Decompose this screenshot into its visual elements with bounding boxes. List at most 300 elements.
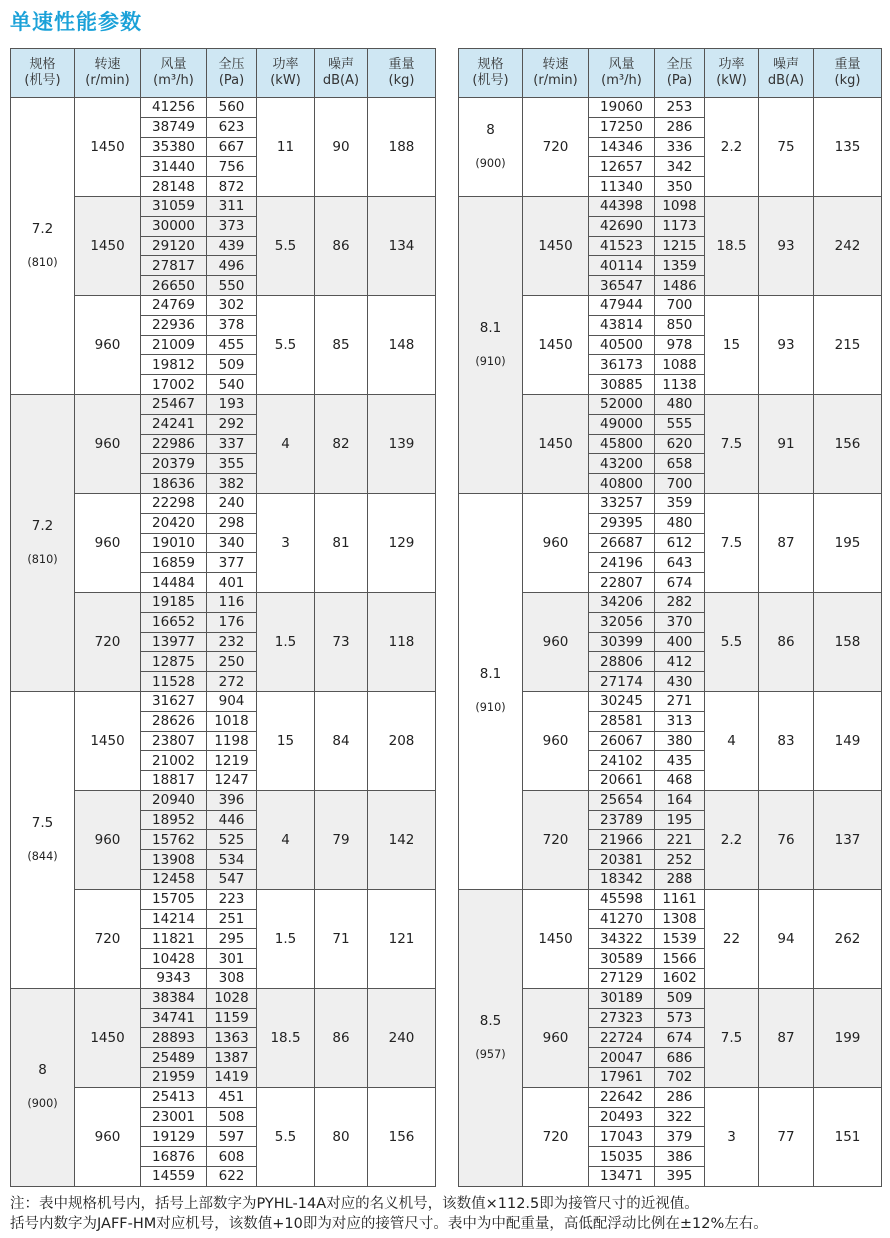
header-noise: 噪声 dB(A) [315,49,368,98]
airflow-cell: 19010 [141,533,207,553]
model-cell [459,889,523,1186]
pressure-cell: 298 [207,513,257,533]
speed-cell: 1450 [75,98,141,197]
table-row [11,889,436,909]
noise-cell: 81 [315,493,368,592]
pressure-cell: 395 [655,1167,705,1187]
noise-cell: 75 [759,98,814,197]
model-sub: (810) [27,552,58,566]
pressure-cell: 872 [207,177,257,197]
pressure-cell: 377 [207,553,257,573]
airflow-cell: 20661 [589,771,655,791]
airflow-cell: 25467 [141,394,207,414]
pressure-cell: 1566 [655,949,705,969]
pressure-cell: 412 [655,652,705,672]
airflow-cell: 26687 [589,533,655,553]
pressure-cell: 251 [207,909,257,929]
speed-cell: 720 [75,592,141,691]
airflow-cell: 17002 [141,375,207,395]
pressure-cell: 622 [207,1167,257,1187]
pressure-cell: 446 [207,810,257,830]
pressure-cell: 350 [655,177,705,197]
weight-cell: 137 [814,790,882,889]
airflow-cell: 41270 [589,909,655,929]
speed-cell: 960 [75,1087,141,1186]
pressure-cell: 547 [207,870,257,890]
weight-cell: 118 [368,592,436,691]
airflow-cell: 16652 [141,612,207,632]
pressure-cell: 508 [207,1107,257,1127]
airflow-cell: 12458 [141,870,207,890]
model-number: 7.2 [31,220,54,237]
power-cell: 22 [705,889,759,988]
airflow-cell: 23001 [141,1107,207,1127]
power-cell: 4 [257,394,315,493]
noise-cell: 77 [759,1087,814,1186]
airflow-cell: 20047 [589,1048,655,1068]
power-cell: 5.5 [257,295,315,394]
noise-cell: 83 [759,691,814,790]
pressure-cell: 525 [207,830,257,850]
table-row [459,988,882,1008]
power-cell: 1.5 [257,592,315,691]
airflow-cell: 24241 [141,414,207,434]
pressure-cell: 386 [655,1147,705,1167]
pressure-cell: 1161 [655,889,705,909]
airflow-cell: 22724 [589,1028,655,1048]
model-cell [11,394,75,691]
table-row [11,790,436,810]
airflow-cell: 15705 [141,889,207,909]
table-row [11,493,436,513]
pressure-cell: 176 [207,612,257,632]
pressure-cell: 608 [207,1147,257,1167]
airflow-cell: 26650 [141,276,207,296]
noise-cell: 93 [759,196,814,295]
airflow-cell: 13908 [141,850,207,870]
airflow-cell: 14346 [589,137,655,157]
pressure-cell: 534 [207,850,257,870]
pressure-cell: 373 [207,216,257,236]
noise-cell: 94 [759,889,814,988]
table-row [459,196,882,216]
table-row [11,691,436,711]
pressure-cell: 1419 [207,1068,257,1088]
airflow-cell: 18342 [589,870,655,890]
pressure-cell: 337 [207,434,257,454]
table-row [11,592,436,612]
airflow-cell: 17250 [589,117,655,137]
airflow-cell: 11821 [141,929,207,949]
pressure-cell: 322 [655,1107,705,1127]
pressure-cell: 1098 [655,196,705,216]
airflow-cell: 30000 [141,216,207,236]
pressure-cell: 430 [655,672,705,692]
noise-cell: 85 [315,295,368,394]
pressure-cell: 379 [655,1127,705,1147]
weight-cell: 240 [368,988,436,1087]
pressure-cell: 702 [655,1068,705,1088]
airflow-cell: 23807 [141,731,207,751]
model-number: 8.5 [479,1012,502,1029]
airflow-cell: 9343 [141,969,207,989]
table-row [11,394,436,414]
pressure-cell: 1159 [207,1008,257,1028]
model-cell [11,988,75,1186]
airflow-cell: 30589 [589,949,655,969]
model-cell [459,98,523,197]
header-weight: 重量 (kg) [368,49,436,98]
pressure-cell: 439 [207,236,257,256]
airflow-cell: 23789 [589,810,655,830]
model-cell [459,493,523,889]
airflow-cell: 20420 [141,513,207,533]
airflow-cell: 22298 [141,493,207,513]
pressure-cell: 355 [207,454,257,474]
model-number: 8 [38,1062,47,1079]
power-cell: 15 [705,295,759,394]
power-cell: 3 [257,493,315,592]
page-title: 单速性能参数 [10,10,142,34]
speed-cell: 1450 [75,988,141,1087]
weight-cell: 142 [368,790,436,889]
pressure-cell: 620 [655,434,705,454]
model-sub: (957) [475,1047,506,1061]
airflow-cell: 12875 [141,652,207,672]
airflow-cell: 28626 [141,711,207,731]
noise-cell: 87 [759,493,814,592]
airflow-cell: 30245 [589,691,655,711]
airflow-cell: 43814 [589,315,655,335]
pressure-cell: 240 [207,493,257,513]
speed-cell: 720 [523,1087,589,1186]
table-row [459,493,882,513]
airflow-cell: 14484 [141,573,207,593]
pressure-cell: 1028 [207,988,257,1008]
weight-cell: 149 [814,691,882,790]
header-power: 功率 (kW) [705,49,759,98]
speed-cell: 1450 [75,196,141,295]
pressure-cell: 509 [207,355,257,375]
airflow-cell: 19060 [589,98,655,118]
footnote-line-2: 括号内数字为JAFF-HM对应机号，该数值+10即为对应的接管尺寸。表中为中配重量，高低配浮动比例在±12%左右。 [10,1216,768,1232]
airflow-cell: 26067 [589,731,655,751]
airflow-cell: 22807 [589,573,655,593]
airflow-cell: 18817 [141,771,207,791]
table-row [459,790,882,810]
weight-cell: 242 [814,196,882,295]
weight-cell: 208 [368,691,436,790]
pressure-cell: 1215 [655,236,705,256]
airflow-cell: 45800 [589,434,655,454]
pressure-cell: 271 [655,691,705,711]
noise-cell: 79 [315,790,368,889]
noise-cell: 71 [315,889,368,988]
weight-cell: 135 [814,98,882,197]
airflow-cell: 36547 [589,276,655,296]
airflow-cell: 25413 [141,1087,207,1107]
airflow-cell: 52000 [589,394,655,414]
pressure-cell: 295 [207,929,257,949]
noise-cell: 86 [759,592,814,691]
airflow-cell: 27817 [141,256,207,276]
airflow-cell: 27129 [589,969,655,989]
table-row [11,295,436,315]
pressure-cell: 468 [655,771,705,791]
pressure-cell: 455 [207,335,257,355]
pressure-cell: 370 [655,612,705,632]
speed-cell: 960 [75,493,141,592]
pressure-cell: 597 [207,1127,257,1147]
table-row [11,196,436,216]
speed-cell: 960 [75,295,141,394]
airflow-cell: 17961 [589,1068,655,1088]
airflow-cell: 21009 [141,335,207,355]
airflow-cell: 19185 [141,592,207,612]
pressure-cell: 451 [207,1087,257,1107]
pressure-cell: 195 [655,810,705,830]
footnote-line-1: 注：表中规格机号内，括号上部数字为PYHL-14A对应的名义机号，该数值×112.5即为接管尺寸的近视值。 [10,1196,699,1212]
airflow-cell: 35380 [141,137,207,157]
model-cell [11,98,75,395]
pressure-cell: 292 [207,414,257,434]
power-cell: 7.5 [705,394,759,493]
model-number: 7.2 [31,517,54,534]
airflow-cell: 38749 [141,117,207,137]
model-cell [11,691,75,988]
pressure-cell: 116 [207,592,257,612]
table-row [459,394,882,414]
table-row [11,988,436,1008]
header-speed: 转速 (r/min) [75,49,141,98]
noise-cell: 86 [315,196,368,295]
header-weight: 重量 (kg) [814,49,882,98]
pressure-cell: 686 [655,1048,705,1068]
airflow-cell: 16876 [141,1147,207,1167]
weight-cell: 129 [368,493,436,592]
pressure-cell: 1387 [207,1048,257,1068]
table-row [459,691,882,711]
spec-table-right [458,48,882,1187]
pressure-cell: 193 [207,394,257,414]
pressure-cell: 286 [655,1087,705,1107]
pressure-cell: 250 [207,652,257,672]
airflow-cell: 20381 [589,850,655,870]
pressure-cell: 700 [655,474,705,494]
weight-cell: 215 [814,295,882,394]
speed-cell: 1450 [75,691,141,790]
table-row [459,98,882,118]
header-row [11,49,436,98]
pressure-cell: 252 [655,850,705,870]
airflow-cell: 30399 [589,632,655,652]
header-pressure: 全压 (Pa) [655,49,705,98]
airflow-cell: 40114 [589,256,655,276]
pressure-cell: 288 [655,870,705,890]
weight-cell: 156 [368,1087,436,1186]
airflow-cell: 28148 [141,177,207,197]
pressure-cell: 643 [655,553,705,573]
airflow-cell: 13977 [141,632,207,652]
table-row [11,98,436,118]
power-cell: 2.2 [705,98,759,197]
airflow-cell: 31627 [141,691,207,711]
airflow-cell: 34322 [589,929,655,949]
model-sub: (844) [27,849,58,863]
model-sub: (910) [475,701,506,715]
pressure-cell: 1308 [655,909,705,929]
pressure-cell: 480 [655,513,705,533]
airflow-cell: 40800 [589,474,655,494]
speed-cell: 960 [523,691,589,790]
noise-cell: 93 [759,295,814,394]
airflow-cell: 17043 [589,1127,655,1147]
speed-cell: 1450 [523,196,589,295]
airflow-cell: 18952 [141,810,207,830]
pressure-cell: 313 [655,711,705,731]
airflow-cell: 27174 [589,672,655,692]
pressure-cell: 1539 [655,929,705,949]
pressure-cell: 1173 [655,216,705,236]
pressure-cell: 674 [655,573,705,593]
airflow-cell: 30885 [589,375,655,395]
pressure-cell: 612 [655,533,705,553]
airflow-cell: 31440 [141,157,207,177]
airflow-cell: 30189 [589,988,655,1008]
airflow-cell: 36173 [589,355,655,375]
pressure-cell: 756 [207,157,257,177]
power-cell: 1.5 [257,889,315,988]
pressure-cell: 164 [655,790,705,810]
speed-cell: 960 [75,394,141,493]
airflow-cell: 21002 [141,751,207,771]
speed-cell: 1450 [523,394,589,493]
power-cell: 7.5 [705,493,759,592]
pressure-cell: 340 [207,533,257,553]
pressure-cell: 674 [655,1028,705,1048]
pressure-cell: 380 [655,731,705,751]
model-sub: (810) [27,255,58,269]
airflow-cell: 20493 [589,1107,655,1127]
weight-cell: 139 [368,394,436,493]
model-number: 8 [486,121,495,138]
model-cell [459,196,523,493]
weight-cell: 148 [368,295,436,394]
airflow-cell: 10428 [141,949,207,969]
airflow-cell: 22642 [589,1087,655,1107]
speed-cell: 1450 [523,295,589,394]
pressure-cell: 232 [207,632,257,652]
noise-cell: 80 [315,1087,368,1186]
pressure-cell: 555 [655,414,705,434]
airflow-cell: 45598 [589,889,655,909]
pressure-cell: 904 [207,691,257,711]
weight-cell: 151 [814,1087,882,1186]
pressure-cell: 435 [655,751,705,771]
pressure-cell: 286 [655,117,705,137]
header-speed: 转速 (r/min) [523,49,589,98]
airflow-cell: 25654 [589,790,655,810]
pressure-cell: 496 [207,256,257,276]
pressure-cell: 308 [207,969,257,989]
speed-cell: 960 [523,988,589,1087]
airflow-cell: 33257 [589,493,655,513]
footnote [10,1194,768,1234]
pressure-cell: 623 [207,117,257,137]
airflow-cell: 49000 [589,414,655,434]
pressure-cell: 1602 [655,969,705,989]
airflow-cell: 24769 [141,295,207,315]
airflow-cell: 47944 [589,295,655,315]
pressure-cell: 336 [655,137,705,157]
pressure-cell: 282 [655,592,705,612]
weight-cell: 134 [368,196,436,295]
pressure-cell: 978 [655,335,705,355]
noise-cell: 91 [759,394,814,493]
model-number: 8.1 [479,319,502,336]
pressure-cell: 272 [207,672,257,692]
pressure-cell: 223 [207,889,257,909]
airflow-cell: 18636 [141,474,207,494]
airflow-cell: 13471 [589,1167,655,1187]
airflow-cell: 11528 [141,672,207,692]
pressure-cell: 658 [655,454,705,474]
airflow-cell: 24102 [589,751,655,771]
speed-cell: 720 [523,98,589,197]
pressure-cell: 342 [655,157,705,177]
pressure-cell: 700 [655,295,705,315]
pressure-cell: 301 [207,949,257,969]
weight-cell: 156 [814,394,882,493]
weight-cell: 262 [814,889,882,988]
airflow-cell: 29395 [589,513,655,533]
table-row [459,295,882,315]
pressure-cell: 359 [655,493,705,513]
pressure-cell: 1247 [207,771,257,791]
weight-cell: 199 [814,988,882,1087]
table-row [459,889,882,909]
airflow-cell: 12657 [589,157,655,177]
power-cell: 4 [705,691,759,790]
airflow-cell: 15035 [589,1147,655,1167]
header-model: 规格 (机号) [459,49,523,98]
pressure-cell: 1363 [207,1028,257,1048]
airflow-cell: 28806 [589,652,655,672]
pressure-cell: 480 [655,394,705,414]
pressure-cell: 401 [207,573,257,593]
pressure-cell: 573 [655,1008,705,1028]
weight-cell: 121 [368,889,436,988]
noise-cell: 84 [315,691,368,790]
pressure-cell: 1088 [655,355,705,375]
weight-cell: 158 [814,592,882,691]
pressure-cell: 221 [655,830,705,850]
speed-cell: 960 [75,790,141,889]
power-cell: 2.2 [705,790,759,889]
airflow-cell: 11340 [589,177,655,197]
speed-cell: 1450 [523,889,589,988]
pressure-cell: 560 [207,98,257,118]
pressure-cell: 850 [655,315,705,335]
header-power: 功率 (kW) [257,49,315,98]
airflow-cell: 20940 [141,790,207,810]
airflow-cell: 21959 [141,1068,207,1088]
pressure-cell: 396 [207,790,257,810]
noise-cell: 82 [315,394,368,493]
table-row [459,1087,882,1107]
header-model: 规格 (机号) [11,49,75,98]
noise-cell: 90 [315,98,368,197]
